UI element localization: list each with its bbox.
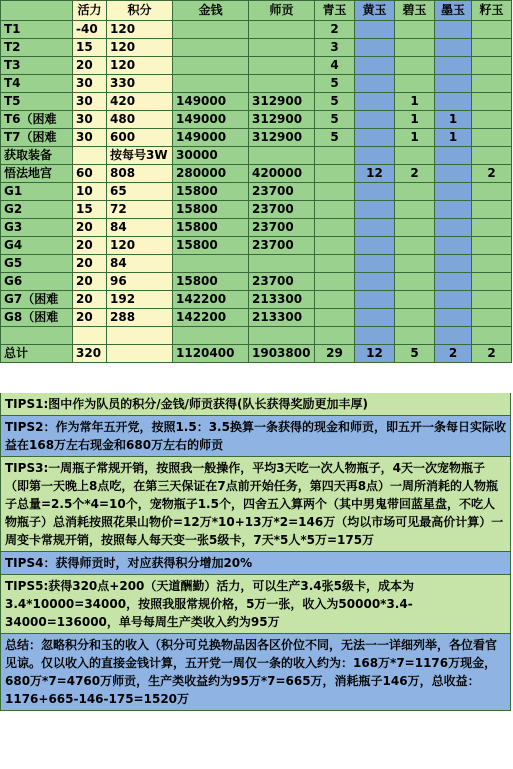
table-cell [435,39,472,57]
table-cell [435,57,472,75]
table-cell [355,309,395,327]
column-header: 碧玉 [395,1,435,21]
table-cell: T4 [1,75,73,93]
table-cell: 1903800 [249,345,315,363]
table-cell [472,309,512,327]
tip-1: TIPS1:图中作为队员的积分/金钱/师贡获得(队长获得奖励更加丰厚) [0,393,511,416]
table-cell: 72 [107,201,173,219]
table-cell: 2 [315,21,355,39]
table-cell [435,75,472,93]
table-cell: G1 [1,183,73,201]
table-cell [435,93,472,111]
column-header: 黄玉 [355,1,395,21]
table-row [1,183,512,201]
table-cell: G5 [1,255,73,273]
table-cell: 1 [435,111,472,129]
table-cell [249,75,315,93]
table-cell: 120 [107,21,173,39]
table-row [1,255,512,273]
table-cell: G3 [1,219,73,237]
header-row [1,1,512,21]
table-cell: T1 [1,21,73,39]
table-row [1,201,512,219]
table-cell [395,237,435,255]
column-header: 积分 [107,1,173,21]
table-cell [435,309,472,327]
table-row [1,147,512,165]
table-cell [355,291,395,309]
table-cell: 288 [107,309,173,327]
table-cell [315,327,355,345]
table-cell [395,327,435,345]
table-cell [355,39,395,57]
table-cell: T3 [1,57,73,75]
table-cell: 5 [395,345,435,363]
table-cell: 2 [472,165,512,183]
reward-table [0,0,512,363]
table-cell [173,75,249,93]
table-cell [249,21,315,39]
table-cell: 84 [107,255,173,273]
table-cell: 按每号3W [107,147,173,165]
table-cell: 20 [73,57,107,75]
column-header: 籽玉 [472,1,512,21]
table-cell: 120 [107,57,173,75]
table-cell: 120 [107,237,173,255]
table-cell [395,147,435,165]
table-cell: 1 [395,129,435,147]
table-cell: T5 [1,93,73,111]
table-cell [249,255,315,273]
table-row [1,327,512,345]
table-cell [472,273,512,291]
tip-5: TIPS5:获得320点+200（天道酬勤）活力，可以生产3.4张5级卡，成本为3.4*10000=34000，按照我服常规价格，5万一张，收入为50000*3.4-34000=136000，单号每周生产类收入约为95万 [0,575,511,634]
table-cell [395,39,435,57]
table-cell [395,183,435,201]
table-cell [355,327,395,345]
table-cell [395,309,435,327]
table-cell [435,291,472,309]
table-cell: 65 [107,183,173,201]
table-cell [315,183,355,201]
table-cell: 280000 [173,165,249,183]
table-cell [355,219,395,237]
table-cell [472,129,512,147]
table-cell: 5 [315,93,355,111]
table-cell: 2 [472,345,512,363]
table-cell: 149000 [173,111,249,129]
table-cell: 15 [73,39,107,57]
table-cell [249,147,315,165]
table-cell: 23700 [249,201,315,219]
table-cell [435,147,472,165]
table-cell: G4 [1,237,73,255]
table-cell: 120 [107,39,173,57]
table-cell: 20 [73,309,107,327]
summary: 总结：忽略积分和玉的收入（积分可兑换物品因各区价位不同，无法一一详细列举，各位看官见谅。仅以收入的直接金钱计算，五开党一周仅一条的收入约为：168万*7=1176万现金，680万*7=4760万师贡，生产类收益约为95万*7=665万，消耗瓶子146万，总收益：1176+665-146-175=1520万 [0,634,511,711]
table-cell: 15 [73,201,107,219]
table-cell: 15800 [173,273,249,291]
table-row [1,111,512,129]
table-cell: T2 [1,39,73,57]
table-cell: 2 [435,345,472,363]
table-cell [107,345,173,363]
table-cell: 20 [73,255,107,273]
table-cell [315,237,355,255]
table-row [1,93,512,111]
table-row [1,345,512,363]
table-cell: 1 [395,111,435,129]
table-cell: 808 [107,165,173,183]
table-cell: 149000 [173,129,249,147]
table-cell [472,111,512,129]
table-cell [395,57,435,75]
table-cell [355,21,395,39]
table-cell [395,21,435,39]
table-cell [315,147,355,165]
table-cell: G6 [1,273,73,291]
table-cell: 12 [355,165,395,183]
table-cell [355,273,395,291]
table-cell: -40 [73,21,107,39]
table-cell: 84 [107,219,173,237]
table-cell: 312900 [249,111,315,129]
table-cell [472,327,512,345]
table-cell: 320 [73,345,107,363]
table-cell [73,327,107,345]
table-cell: 480 [107,111,173,129]
table-cell [472,201,512,219]
table-cell: 20 [73,273,107,291]
table-cell: 1 [395,93,435,111]
table-cell: 96 [107,273,173,291]
table-cell: 15800 [173,237,249,255]
table-cell: T6（困难 [1,111,73,129]
table-cell: 330 [107,75,173,93]
table-cell [435,21,472,39]
table-cell: 142200 [173,291,249,309]
column-header: 青玉 [315,1,355,21]
table-cell: 5 [315,111,355,129]
column-header [1,1,73,21]
table-cell: 15800 [173,219,249,237]
table-cell [435,327,472,345]
table-cell: 20 [73,219,107,237]
table-cell: 30000 [173,147,249,165]
table-cell [395,75,435,93]
table-cell [355,237,395,255]
table-cell [355,183,395,201]
table-cell [73,147,107,165]
table-cell: 总计 [1,345,73,363]
column-header: 金钱 [173,1,249,21]
table-cell [435,273,472,291]
table-cell [173,255,249,273]
table-cell: 600 [107,129,173,147]
table-row [1,75,512,93]
table-cell [395,273,435,291]
table-cell [395,291,435,309]
table-cell [355,147,395,165]
table-row [1,219,512,237]
table-row [1,273,512,291]
table-cell [355,111,395,129]
tip-3: TIPS3:一周瓶子常规开销，按照我一般操作，平均3天吃一次人物瓶子，4天一次宠物瓶子（即第一天晚上8点吃，在第三天保证在7点前开始任务，第四天再8点）一周所消耗的人物瓶子总量=2.5个*4=10个，宠物瓶子1.5个，四舍五入算两个（其中男鬼带回蓝星盘，不吃人物瓶子）总消耗按照花果山物价=12万*10+13万*2=146万（均以市场可见最高价计算）一周变卡常规开销，按照每人每天变一张5级卡，7天*5人*5万=175万 [0,457,511,552]
table-cell [107,327,173,345]
table-cell [395,201,435,219]
table-cell [315,165,355,183]
table-row [1,309,512,327]
table-cell: 获取装备 [1,147,73,165]
table-cell [355,129,395,147]
table-cell [435,183,472,201]
table-cell: 2 [395,165,435,183]
table-cell [173,57,249,75]
table-cell: 5 [315,75,355,93]
table-cell: 213300 [249,291,315,309]
table-cell: T7（困难 [1,129,73,147]
table-cell [355,57,395,75]
table-cell: 1 [435,129,472,147]
table-cell [435,219,472,237]
table-cell: 30 [73,129,107,147]
table-cell [249,57,315,75]
table-cell: 420000 [249,165,315,183]
table-cell: 12 [355,345,395,363]
table-cell: 10 [73,183,107,201]
table-cell [249,327,315,345]
table-cell [472,255,512,273]
table-cell [315,273,355,291]
table-cell [435,201,472,219]
table-cell: G2 [1,201,73,219]
table-row [1,57,512,75]
table-cell [355,201,395,219]
table-cell: 30 [73,111,107,129]
table-row [1,165,512,183]
table-cell [173,327,249,345]
table-cell: G8（困难 [1,309,73,327]
table-cell: 15800 [173,201,249,219]
tip-2: TIPS2：作为常年五开党，按照1.5：3.5换算一条获得的现金和师贡，即五开一条每日实际收益在168万左右现金和680万左右的师贡 [0,416,511,457]
table-cell: 23700 [249,219,315,237]
table-cell: 213300 [249,309,315,327]
table-row [1,237,512,255]
table-cell: 30 [73,93,107,111]
table-cell [173,39,249,57]
table-cell: 192 [107,291,173,309]
table-cell [472,291,512,309]
table-cell [395,219,435,237]
table-cell [472,147,512,165]
table-cell: 23700 [249,183,315,201]
table-cell [315,309,355,327]
reward-table-container [0,0,511,363]
table-cell: 23700 [249,273,315,291]
table-cell [472,237,512,255]
table-cell: 29 [315,345,355,363]
table-cell [435,237,472,255]
table-cell: 5 [315,129,355,147]
column-header: 师贡 [249,1,315,21]
table-cell [315,219,355,237]
table-cell [173,21,249,39]
column-header: 活力 [73,1,107,21]
table-cell [472,57,512,75]
table-row [1,21,512,39]
table-cell: 23700 [249,237,315,255]
column-header: 墨玉 [435,1,472,21]
table-cell: 312900 [249,93,315,111]
table-cell [1,327,73,345]
table-cell [249,39,315,57]
table-cell [472,93,512,111]
table-cell [355,75,395,93]
table-cell [472,39,512,57]
table-cell: 142200 [173,309,249,327]
table-row [1,291,512,309]
table-cell: 3 [315,39,355,57]
table-cell: 20 [73,291,107,309]
table-cell [472,21,512,39]
table-row [1,129,512,147]
table-cell [315,291,355,309]
table-cell: 15800 [173,183,249,201]
table-cell [315,255,355,273]
table-cell: 312900 [249,129,315,147]
table-cell [435,255,472,273]
table-cell: 1120400 [173,345,249,363]
table-cell: G7（困难 [1,291,73,309]
table-cell: 4 [315,57,355,75]
tip-4: TIPS4：获得师贡时，对应获得积分增加20% [0,552,511,575]
table-cell: 30 [73,75,107,93]
table-cell [395,255,435,273]
table-cell: 20 [73,237,107,255]
table-cell: 149000 [173,93,249,111]
table-cell [435,165,472,183]
table-cell [472,183,512,201]
table-cell: 60 [73,165,107,183]
table-cell: 悟法地宫 [1,165,73,183]
table-cell [315,201,355,219]
table-row [1,39,512,57]
table-cell [472,219,512,237]
table-cell [355,93,395,111]
table-cell [355,255,395,273]
table-cell [472,75,512,93]
tips-section [0,393,511,711]
table-cell: 420 [107,93,173,111]
